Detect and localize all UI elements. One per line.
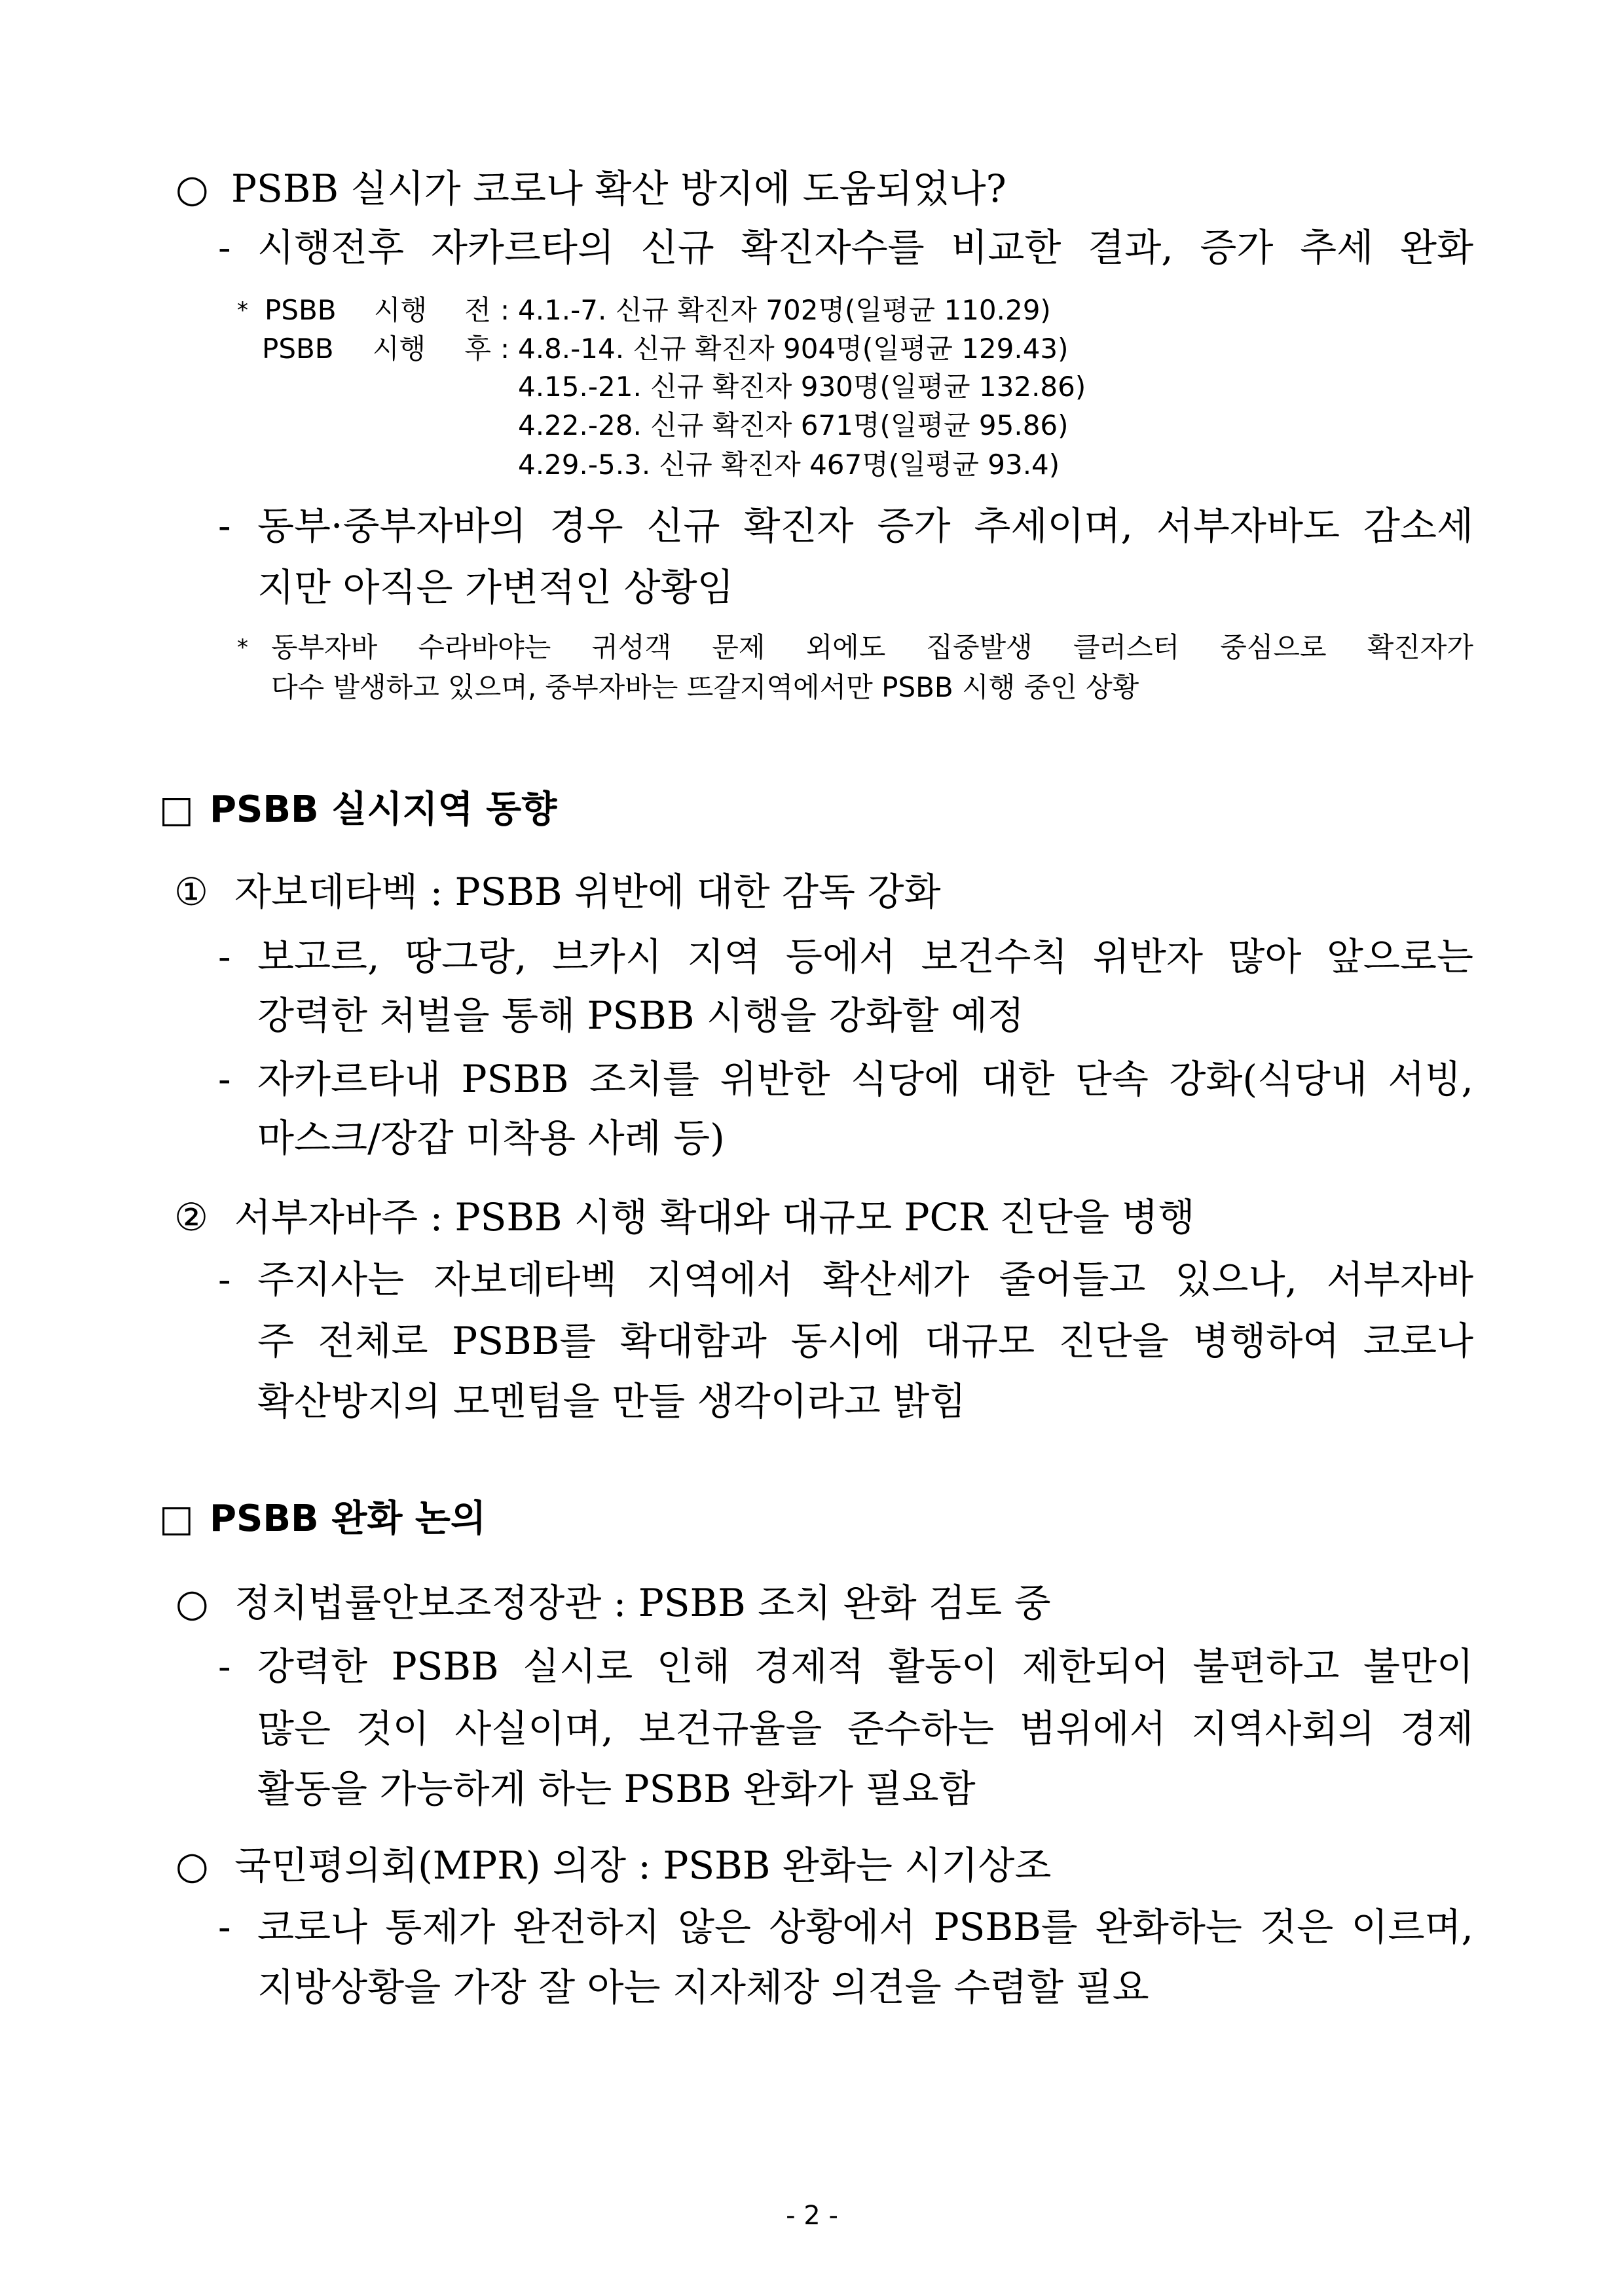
circle-bullet: ○	[175, 1843, 209, 1888]
note-colon: :	[500, 333, 510, 365]
bullet-text-continued: 마스크/장갑 미착용 사례 등)	[257, 1116, 725, 1160]
section-heading: PSBB 실시지역 동향	[210, 788, 557, 831]
bullet-text-continued: 강력한 처벌을 통해 PSBB 시행을 강화할 예정	[257, 993, 1025, 1038]
bullet-text-continued: 지만 아직은 가변적인 상황임	[257, 565, 734, 610]
note-row: 4.29.-5.3. 신규 확진자 467명(일평균 93.4)	[518, 449, 1060, 481]
bullet-text: 동부·중부자바의 경우 신규 확진자 증가 추세이며, 서부자바도 감소세	[257, 504, 1473, 548]
note-row: 4.1.-7. 신규 확진자 702명(일평균 110.29)	[518, 294, 1051, 326]
note-row: 4.8.-14. 신규 확진자 904명(일평균 129.43)	[518, 333, 1069, 365]
page-number: - 2 -	[786, 2201, 838, 2231]
bullet-text: 강력한 PSBB 실시로 인해 경제적 활동이 제한되어 불편하고 불만이	[257, 1644, 1473, 1689]
subsection-heading: 자보데타벡 : PSBB 위반에 대한 감독 강화	[234, 870, 941, 914]
note-row: 4.22.-28. 신규 확진자 671명(일평균 95.86)	[518, 409, 1069, 441]
subsection-heading: 정치법률안보조정장관 : PSBB 조치 완화 검토 중	[234, 1581, 1051, 1625]
square-bullet: □	[159, 788, 194, 831]
dash-bullet: -	[218, 1257, 231, 1302]
note-text: 동부자바 수라바야는 귀성객 문제 외에도 집중발생 클러스터 중심으로 확진자가	[271, 631, 1473, 663]
dash-bullet: -	[218, 1644, 231, 1689]
bullet-text: 코로나 통제가 완전하지 않은 상황에서 PSBB를 완화하는 것은 이르며,	[257, 1905, 1473, 1949]
number-bullet: ②	[174, 1195, 208, 1239]
bullet-text-continued: 지방상황을 가장 잘 아는 지자체장 의견을 수렴할 필요	[257, 1965, 1149, 2010]
subsection-heading: 국민평의회(MPR) 의장 : PSBB 완화는 시기상조	[234, 1843, 1052, 1888]
question-heading: PSBB 실시가 코로나 확산 방지에 도움되었나?	[231, 166, 1006, 211]
note-row: 4.15.-21. 신규 확진자 930명(일평균 132.86)	[518, 371, 1086, 403]
bullet-text: 시행전후 자카르타의 신규 확진자수를 비교한 결과, 증가 추세 완화	[257, 225, 1473, 270]
note-label-after: PSBB 시행 후	[262, 333, 491, 365]
note-colon: :	[500, 294, 510, 326]
subsection-heading: 서부자바주 : PSBB 시행 확대와 대규모 PCR 진단을 병행	[234, 1195, 1195, 1239]
asterisk-note-mark: *	[237, 297, 248, 323]
bullet-text-continued: 많은 것이 사실이며, 보건규율을 준수하는 범위에서 지역사회의 경제	[257, 1706, 1473, 1751]
number-bullet: ①	[174, 870, 208, 914]
dash-bullet: -	[218, 1057, 231, 1101]
bullet-text-continued: 활동을 가능하게 하는 PSBB 완화가 필요함	[257, 1767, 976, 1811]
note-text-continued: 다수 발생하고 있으며, 중부자바는 뜨갈지역에서만 PSBB 시행 중인 상황	[271, 671, 1139, 703]
dash-bullet: -	[218, 225, 231, 270]
dash-bullet: -	[218, 1905, 231, 1949]
bullet-text: 자카르타내 PSBB 조치를 위반한 식당에 대한 단속 강화(식당내 서빙,	[257, 1057, 1473, 1101]
dash-bullet: -	[218, 934, 231, 979]
square-bullet: □	[159, 1497, 194, 1540]
circle-bullet: ○	[175, 166, 209, 211]
bullet-text: 보고르, 땅그랑, 브카시 지역 등에서 보건수칙 위반자 많아 앞으로는	[257, 934, 1473, 979]
note-label-before: PSBB 시행 전	[265, 294, 491, 326]
bullet-text: 주지사는 자보데타벡 지역에서 확산세가 줄어들고 있으나, 서부자바	[257, 1257, 1473, 1302]
section-heading: PSBB 완화 논의	[210, 1497, 487, 1540]
bullet-text-continued: 확산방지의 모멘텀을 만들 생각이라고 밝힘	[257, 1379, 967, 1423]
asterisk-note-mark: *	[237, 634, 248, 661]
dash-bullet: -	[218, 504, 231, 548]
circle-bullet: ○	[175, 1581, 209, 1625]
bullet-text-continued: 주 전체로 PSBB를 확대함과 동시에 대규모 진단을 병행하여 코로나	[257, 1319, 1473, 1363]
